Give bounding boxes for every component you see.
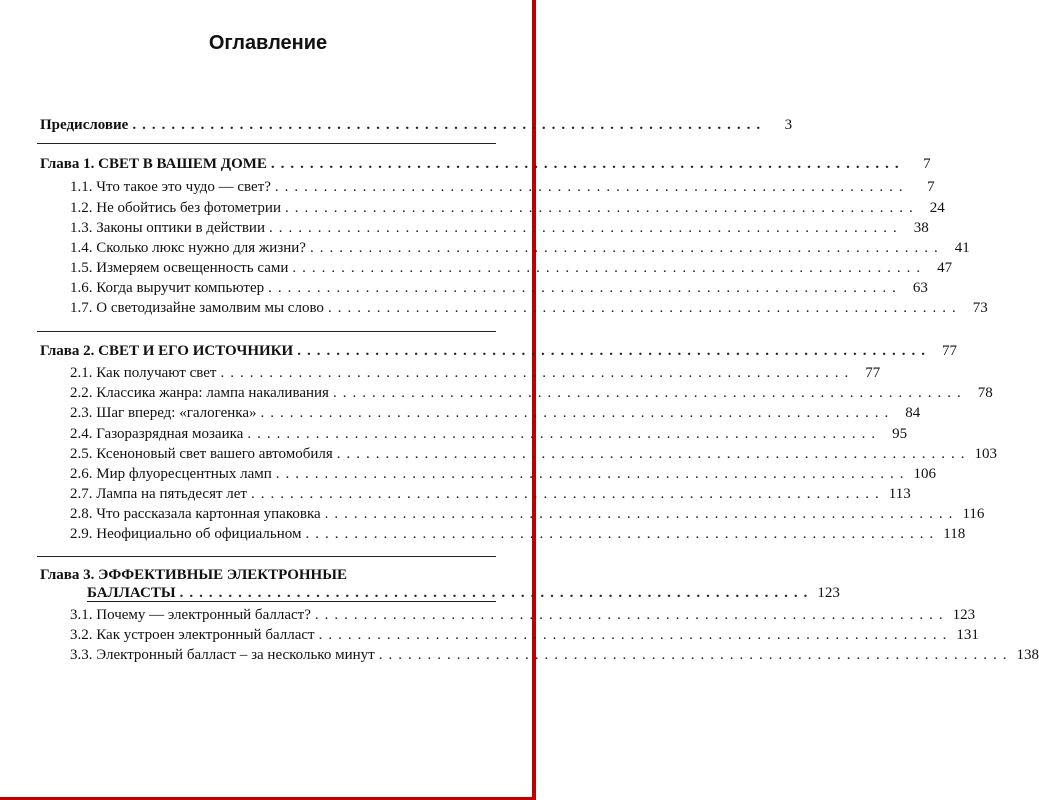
dot-leader: ................................................................. — [132, 117, 767, 133]
section-label: 1.6. Когда выручит компьютер — [70, 280, 265, 296]
divider — [87, 601, 496, 602]
section-page: 123 — [952, 607, 976, 623]
section-label: 2.5. Ксеноновый свет вашего автомобиля — [70, 446, 333, 462]
dot-leader: ................................................................. — [260, 405, 895, 421]
section-label: 2.2. Классика жанра: лампа накаливания — [70, 385, 329, 401]
dot-leader: ................................................................. — [268, 220, 903, 236]
section-page: 63 — [912, 280, 928, 296]
section-label: 1.4. Сколько люкс нужно для жизни? — [70, 240, 306, 256]
toc-section[interactable] — [70, 425, 908, 443]
toc-chapter-1[interactable] — [40, 155, 931, 173]
toc-section[interactable] — [70, 646, 1039, 664]
dot-leader: ................................................................. — [275, 466, 910, 482]
dot-leader: ................................................................. — [314, 607, 949, 623]
dot-leader: ................................................................. — [268, 280, 902, 296]
toc-section[interactable] — [70, 445, 997, 463]
section-label: 2.9. Неофициально об официальном — [70, 526, 302, 542]
toc-chapter-3[interactable] — [40, 566, 495, 584]
toc-section[interactable] — [70, 505, 985, 523]
toc-chapter-3-continued[interactable] — [87, 584, 840, 602]
toc-section[interactable] — [70, 239, 970, 257]
section-page: 77 — [865, 365, 881, 381]
section-label: 1.1. Что такое это чудо — свет? — [70, 179, 271, 195]
toc-section[interactable] — [70, 178, 935, 196]
toc-section[interactable] — [70, 199, 945, 217]
toc-section[interactable] — [70, 465, 937, 483]
dot-leader: ................................................................. — [179, 585, 814, 601]
section-label: 2.3. Шаг вперед: «галогенка» — [70, 405, 257, 421]
dot-leader: ................................................................. — [274, 179, 909, 195]
dot-leader: ................................................................. — [332, 385, 967, 401]
toc-section[interactable] — [70, 606, 976, 624]
section-label: 2.8. Что рассказала картонная упаковка — [70, 506, 321, 522]
dot-leader: ................................................................. — [284, 200, 919, 216]
dot-leader: ................................................................. — [247, 426, 882, 442]
dot-leader: ................................................................. — [305, 526, 940, 542]
dot-leader: ................................................................. — [297, 343, 931, 359]
divider — [37, 143, 496, 144]
toc-section[interactable] — [70, 485, 911, 503]
chapter-page: 7 — [923, 156, 931, 172]
toc-section[interactable] — [70, 279, 928, 297]
toc-section[interactable] — [70, 364, 881, 382]
toc-section[interactable] — [70, 384, 993, 402]
section-page: 106 — [913, 466, 937, 482]
dot-leader: ................................................................. — [270, 156, 905, 172]
page-title: Оглавление — [208, 32, 328, 54]
section-label: 3.1. Почему — электронный балласт? — [70, 607, 311, 623]
section-page: 38 — [913, 220, 929, 236]
section-page: 95 — [892, 426, 908, 442]
chapter-page: 123 — [817, 585, 840, 601]
dot-leader: ................................................................. — [251, 486, 885, 502]
toc-chapter-2[interactable] — [40, 342, 957, 360]
toc-section[interactable] — [70, 219, 929, 237]
toc-entry-label: Предисловие — [40, 117, 129, 133]
divider — [37, 331, 496, 332]
section-label: 2.4. Газоразрядная мозаика — [70, 426, 244, 442]
chapter-label-continued: БАЛЛАСТЫ — [87, 585, 176, 601]
section-label: 1.7. О светодизайне замолвим мы слово — [70, 300, 324, 316]
section-label: 3.3. Электронный балласт – за несколько минут — [70, 647, 375, 663]
dot-leader: ................................................................. — [318, 627, 953, 643]
dot-leader: ................................................................. — [378, 647, 1013, 663]
section-page: 118 — [943, 526, 966, 542]
section-page: 116 — [962, 506, 985, 522]
section-label: 3.2. Как устроен электронный балласт — [70, 627, 315, 643]
section-page: 138 — [1016, 647, 1039, 663]
toc-section[interactable] — [70, 299, 988, 317]
dot-leader: ................................................................. — [336, 446, 971, 462]
section-label: 1.3. Законы оптики в действии — [70, 220, 265, 236]
dot-leader: ................................................................. — [327, 300, 962, 316]
section-page: 41 — [954, 240, 970, 256]
toc-entry-preface[interactable] — [40, 116, 793, 134]
section-page: 24 — [929, 200, 945, 216]
section-page: 84 — [905, 405, 921, 421]
toc-section[interactable] — [70, 404, 921, 422]
dot-leader: ................................................................. — [220, 365, 855, 381]
dot-leader: ................................................................. — [309, 240, 944, 256]
section-label: 1.2. Не обойтись без фотометрии — [70, 200, 281, 216]
chapter-label: Глава 3. ЭФФЕКТИВНЫЕ ЭЛЕКТРОННЫЕ — [40, 567, 347, 583]
toc-section[interactable] — [70, 626, 979, 644]
chapter-label: Глава 2. СВЕТ И ЕГО ИСТОЧНИКИ — [40, 343, 294, 359]
section-label: 2.1. Как получают свет — [70, 365, 217, 381]
dot-leader: ................................................................. — [292, 260, 927, 276]
toc-section[interactable] — [70, 259, 953, 277]
section-page: 73 — [972, 300, 988, 316]
divider — [37, 556, 496, 557]
chapter-page: 77 — [941, 343, 957, 359]
section-label: 2.7. Лампа на пятьдесят лет — [70, 486, 247, 502]
section-page: 131 — [956, 627, 979, 643]
section-label: 2.6. Мир флуоресцентных ламп — [70, 466, 272, 482]
dot-leader: ................................................................. — [324, 506, 959, 522]
chapter-label: Глава 1. СВЕТ В ВАШЕМ ДОМЕ — [40, 156, 267, 172]
section-page: 78 — [977, 385, 993, 401]
section-page: 113 — [888, 486, 911, 502]
toc-entry-page: 3 — [784, 117, 793, 133]
section-label: 1.5. Измеряем освещенность сами — [70, 260, 289, 276]
section-page: 103 — [974, 446, 997, 462]
toc-section[interactable] — [70, 525, 966, 543]
section-page: 47 — [937, 260, 953, 276]
section-page: 7 — [927, 179, 935, 195]
